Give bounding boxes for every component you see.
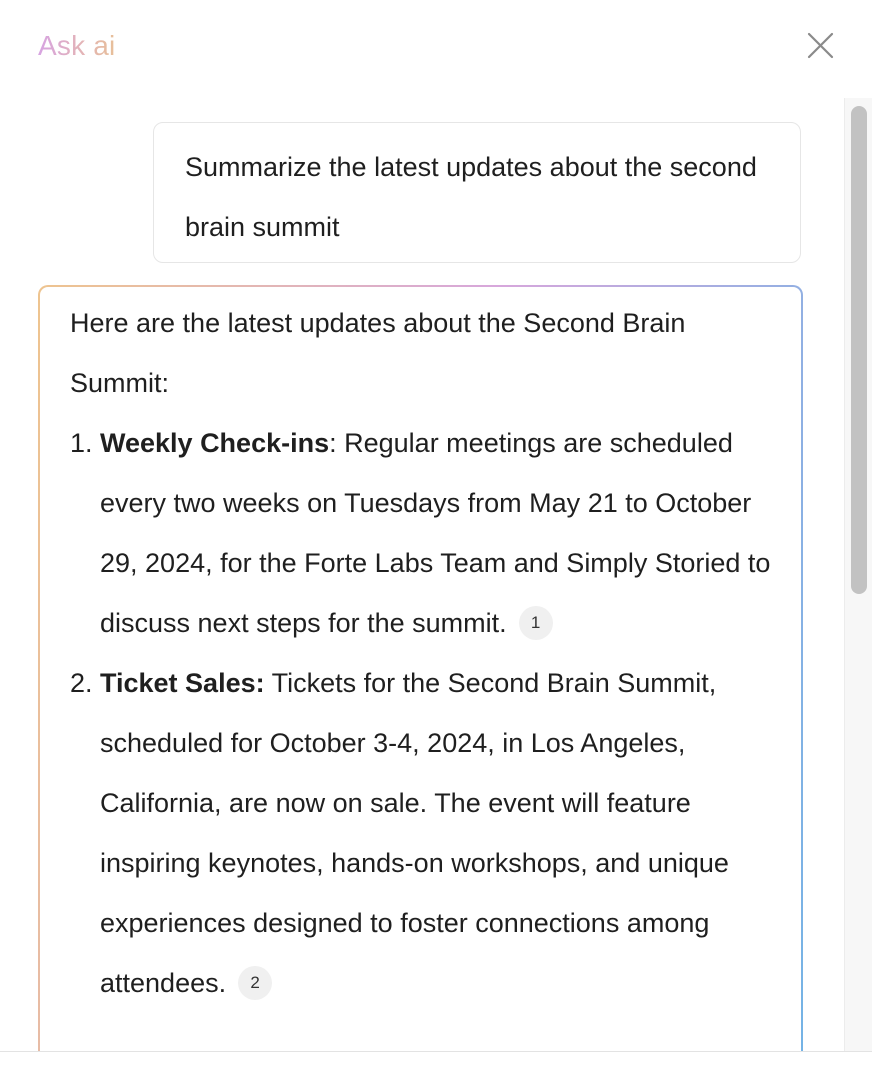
conversation-scroll-area[interactable] [0,98,844,1052]
list-item-separator: : [329,428,337,458]
list-item-heading: Ticket Sales: [100,668,265,698]
close-button[interactable] [800,26,840,66]
close-icon [800,26,840,66]
list-item [100,413,781,653]
user-message-bubble [153,122,801,263]
ai-response-card [38,285,803,1052]
scrollbar-thumb[interactable] [851,106,867,594]
list-item [100,653,781,1013]
list-item-text: Tickets for the Second Brain Summit, scheduled for October 3-4, 2024, in Los Angeles, California, are now on sale. The event will feature inspiring keynotes, hands-on workshops, and unique experiences designed to foster connections among attendees. [100,668,729,998]
panel-title: Ask ai [38,26,115,66]
user-message-text: Summarize the latest updates about the second brain summit [185,152,757,242]
citation-badge[interactable]: 1 [519,606,553,640]
list-item-text: Regular meetings are scheduled every two weeks on Tuesdays from May 21 to October 29, 2024, for the Forte Labs Team and Simply Storied to discuss next steps for the summit. [100,428,771,638]
ai-response-intro: Here are the latest updates about the Second Brain Summit: [70,308,686,398]
ai-response-list [70,413,781,1013]
citation-badge[interactable]: 2 [238,966,272,1000]
bottom-divider [0,1051,872,1052]
scrollbar-track[interactable] [844,98,872,1052]
list-item-heading: Weekly Check-ins [100,428,330,458]
